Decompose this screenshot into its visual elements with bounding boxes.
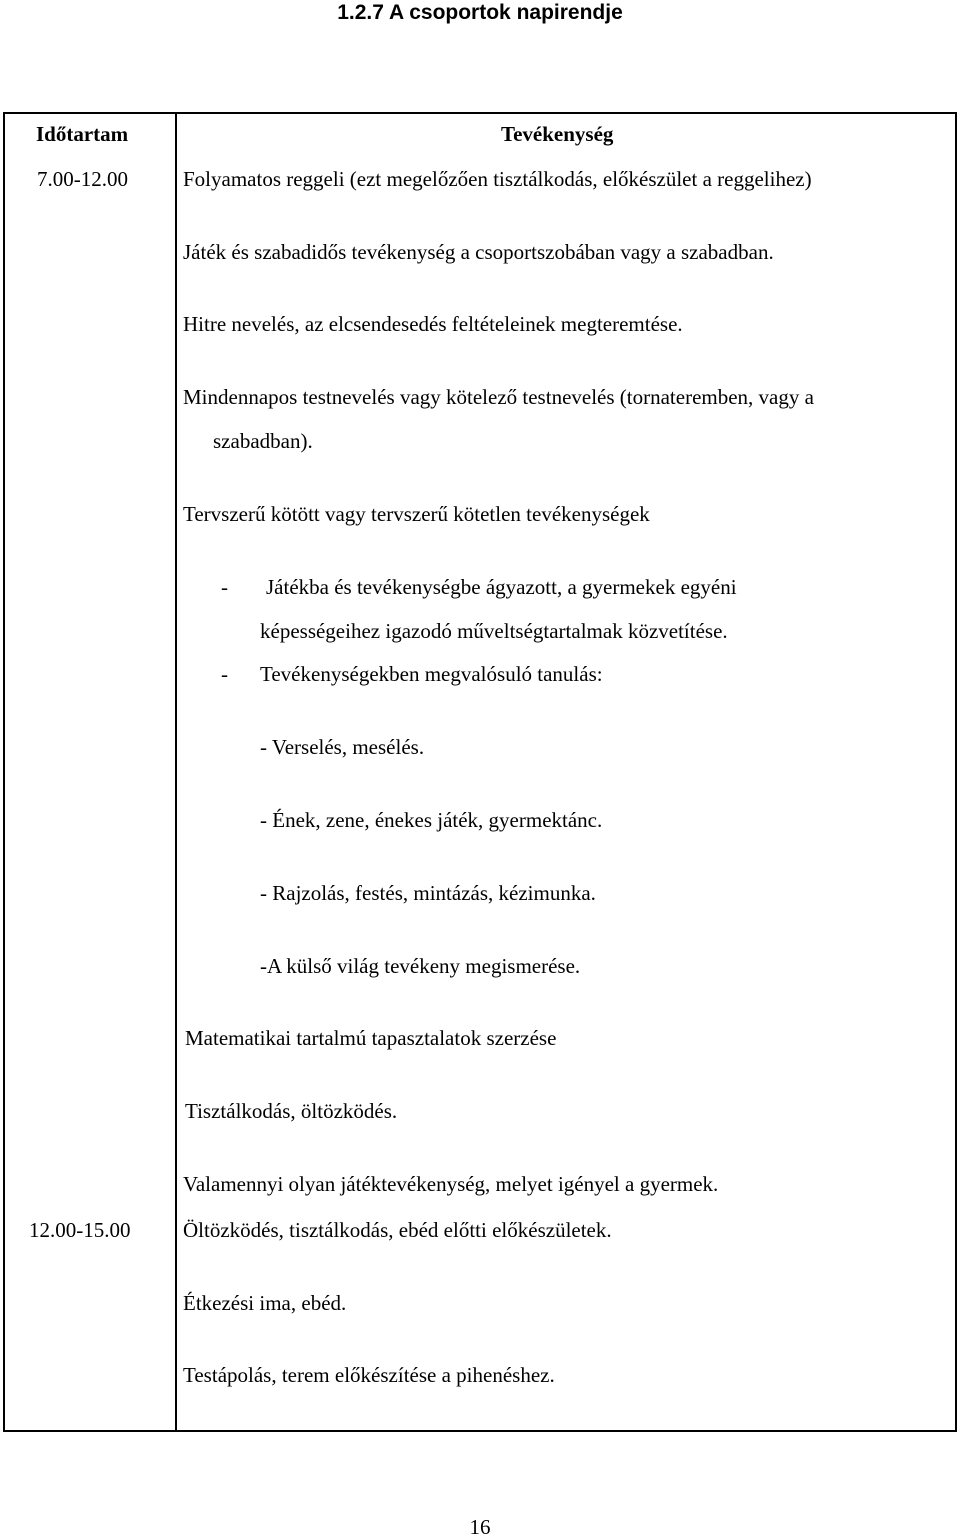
activity-line: Testápolás, terem előkészítése a pihenéshez. [183,1363,555,1387]
activity-line: Hitre nevelés, az elcsendesedés feltételeinek megteremtése. [183,312,683,336]
activity-line: - Ének, zene, énekes játék, gyermektánc. [260,808,603,832]
activity-line: - Verselés, mesélés. [260,735,425,759]
activity-line: -A külső világ tevékeny megismerése. [260,954,581,978]
activity-line: szabadban). [213,429,313,453]
activity-line: Tervszerű kötött vagy tervszerű kötetlen tevékenységek [183,502,650,526]
activity-line: Mindennapos testnevelés vagy kötelező testnevelés (tornateremben, vagy a [183,385,814,409]
list-dash: - [221,575,228,599]
activity-line: Valamennyi olyan játéktevékenység, melyet igényel a gyermek. [183,1172,719,1196]
activity-line: Játék és szabadidős tevékenység a csoportszobában vagy a szabadban. [183,240,774,264]
column-divider [175,114,177,1430]
row-time: 12.00-15.00 [29,1218,131,1242]
header-time: Időtartam [36,122,129,146]
page-title: 1.2.7 A csoportok napirendje [337,1,623,24]
activity-line: - Rajzolás, festés, mintázás, kézimunka. [260,881,596,905]
activity-line: Tevékenységekben megvalósuló tanulás: [260,662,603,686]
activity-line: Öltözködés, tisztálkodás, ebéd előtti előkészületek. [183,1218,612,1242]
row-time: 7.00-12.00 [37,167,128,191]
activity-line: Étkezési ima, ebéd. [183,1291,347,1315]
schedule-table [3,112,957,1432]
activity-line: Folyamatos reggeli (ezt megelőzően tisztálkodás, előkészület a reggelihez) [183,167,812,191]
list-dash: - [221,662,228,686]
activity-line: képességeihez igazodó műveltségtartalmak közvetítése. [260,619,728,643]
activity-line: Matematikai tartalmú tapasztalatok szerzése [185,1026,557,1050]
header-activity: Tevékenység [501,122,614,146]
activity-line: Játékba és tevékenységbe ágyazott, a gyermekek egyéni [266,575,737,599]
activity-line: Tisztálkodás, öltözködés. [185,1099,398,1123]
page-number: 16 [469,1515,491,1539]
